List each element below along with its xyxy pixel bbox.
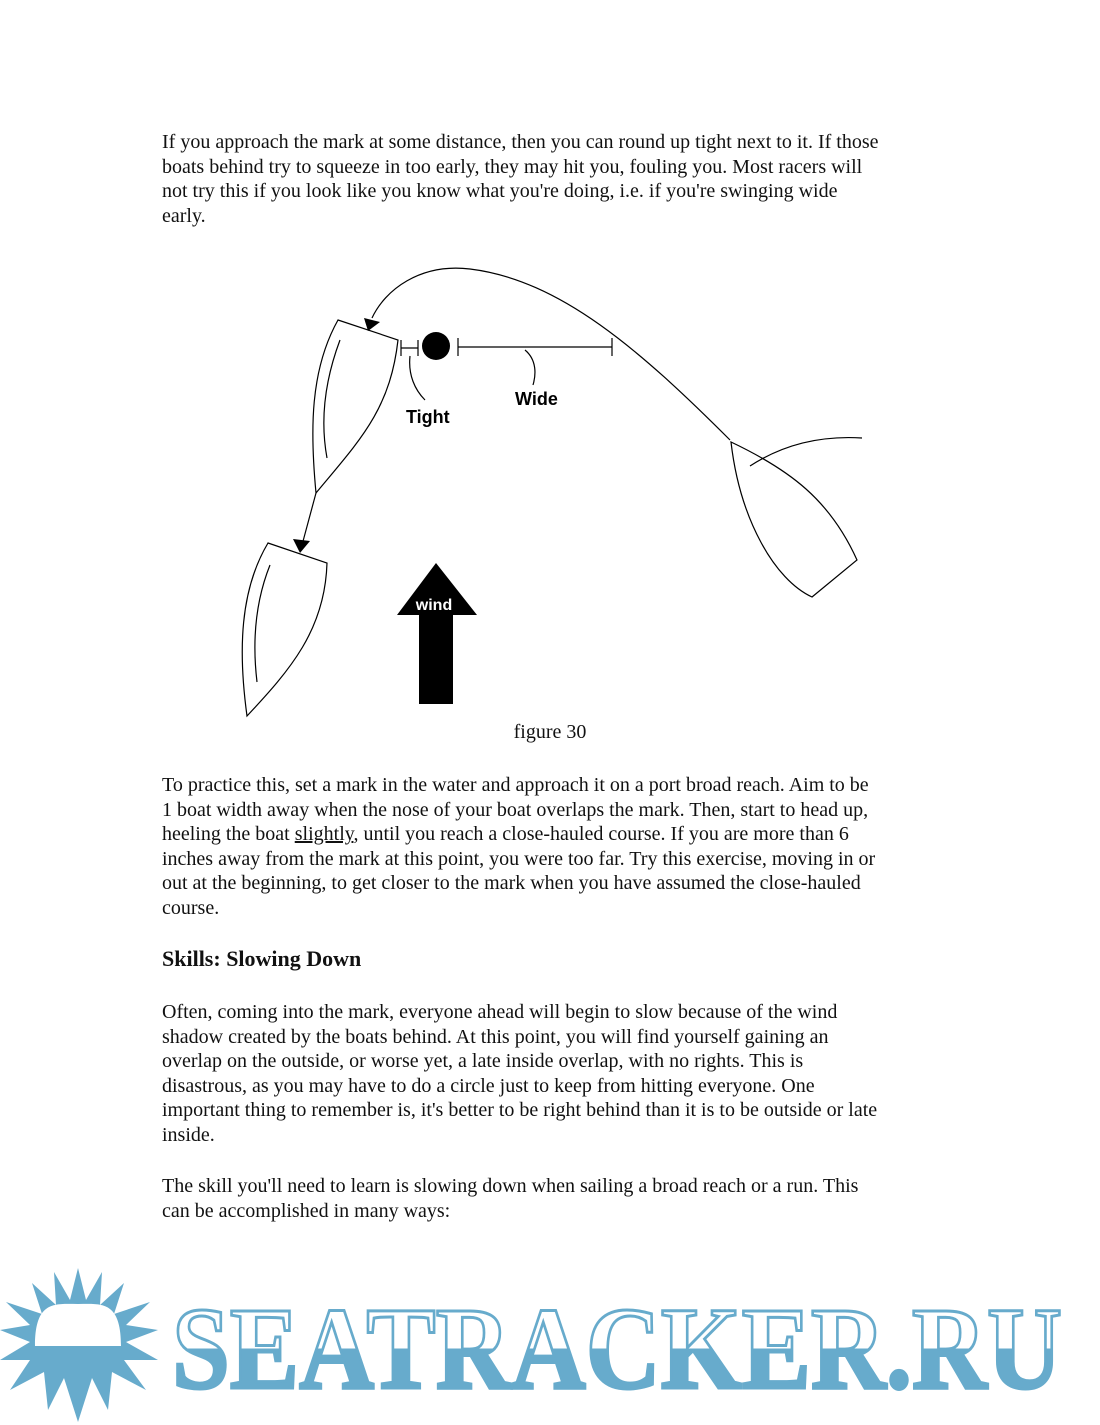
paragraph-practice (162, 773, 875, 921)
tight-label: Tight (406, 407, 450, 427)
text-line: shadow created by the boats behind. At this point, you will find yourself gaining an (162, 1025, 829, 1048)
text-line: inside. (162, 1123, 215, 1146)
text-line: course. (162, 896, 220, 919)
sun-logo-icon (0, 1268, 158, 1422)
mark-buoy (422, 332, 450, 360)
text-line: early. (162, 204, 206, 227)
text-line: 1 boat width away when the nose of your boat overlaps the mark. Then, start to head up, (162, 798, 869, 821)
boat-rounding (313, 320, 398, 493)
figure-caption: figure 30 (513, 721, 587, 743)
text-line: boats behind try to squeeze in too early, they may hit you, fouling you. Most racers will (162, 155, 863, 178)
text-segment: heeling the boat (162, 823, 295, 846)
paragraph-skill (162, 1174, 858, 1223)
boat-approaching (731, 442, 857, 597)
arrowhead-icon (293, 539, 310, 553)
text-line: If you approach the mark at some distance, then you can round up tight next to it. If those (162, 131, 879, 153)
text-line: not try this if you look like you know what you're doing, i.e. if you're swinging wide (162, 180, 838, 203)
text-line: can be accomplished in many ways: (162, 1199, 451, 1222)
section-heading: Skills: Slowing Down (162, 946, 362, 971)
text-line: disastrous, as you may have to do a circle just to keep from hitting everyone. One (162, 1074, 815, 1097)
text-line: overlap on the outside, or worse yet, a late inside overlap, with no rights. This is (162, 1050, 804, 1073)
slightly-link[interactable]: slightly (294, 823, 354, 846)
boat-sail (255, 565, 270, 682)
wind-arrow-icon (397, 563, 477, 704)
text-segment: , until you reach a close-hauled course. If you are more than 6 (353, 823, 849, 846)
watermark-text: SEATRACKER.RU (172, 1283, 1062, 1414)
text-line: out at the beginning, to get closer to the mark when you have assumed the close-hauled (162, 872, 861, 895)
wind-label: wind (415, 597, 453, 614)
text-line: important thing to remember is, it's better to be right behind than it is to be outside or late (162, 1099, 878, 1122)
text-line: The skill you'll need to learn is slowing down when sailing a broad reach or a run. This (162, 1175, 859, 1197)
text-line (162, 822, 875, 847)
course-path-lower (302, 493, 316, 545)
wide-label: Wide (515, 389, 558, 409)
text-line: Often, coming into the mark, everyone ahead will begin to slow because of the wind (162, 1001, 838, 1023)
text-line: inches away from the mark at this point, you were too far. Try this exercise, moving in or (162, 847, 876, 870)
boat-sail (750, 438, 862, 466)
boat-sail (324, 340, 340, 458)
text-line: To practice this, set a mark in the water and approach it on a port broad reach. Aim to be (162, 774, 869, 796)
paragraph-slowing (162, 1000, 877, 1148)
